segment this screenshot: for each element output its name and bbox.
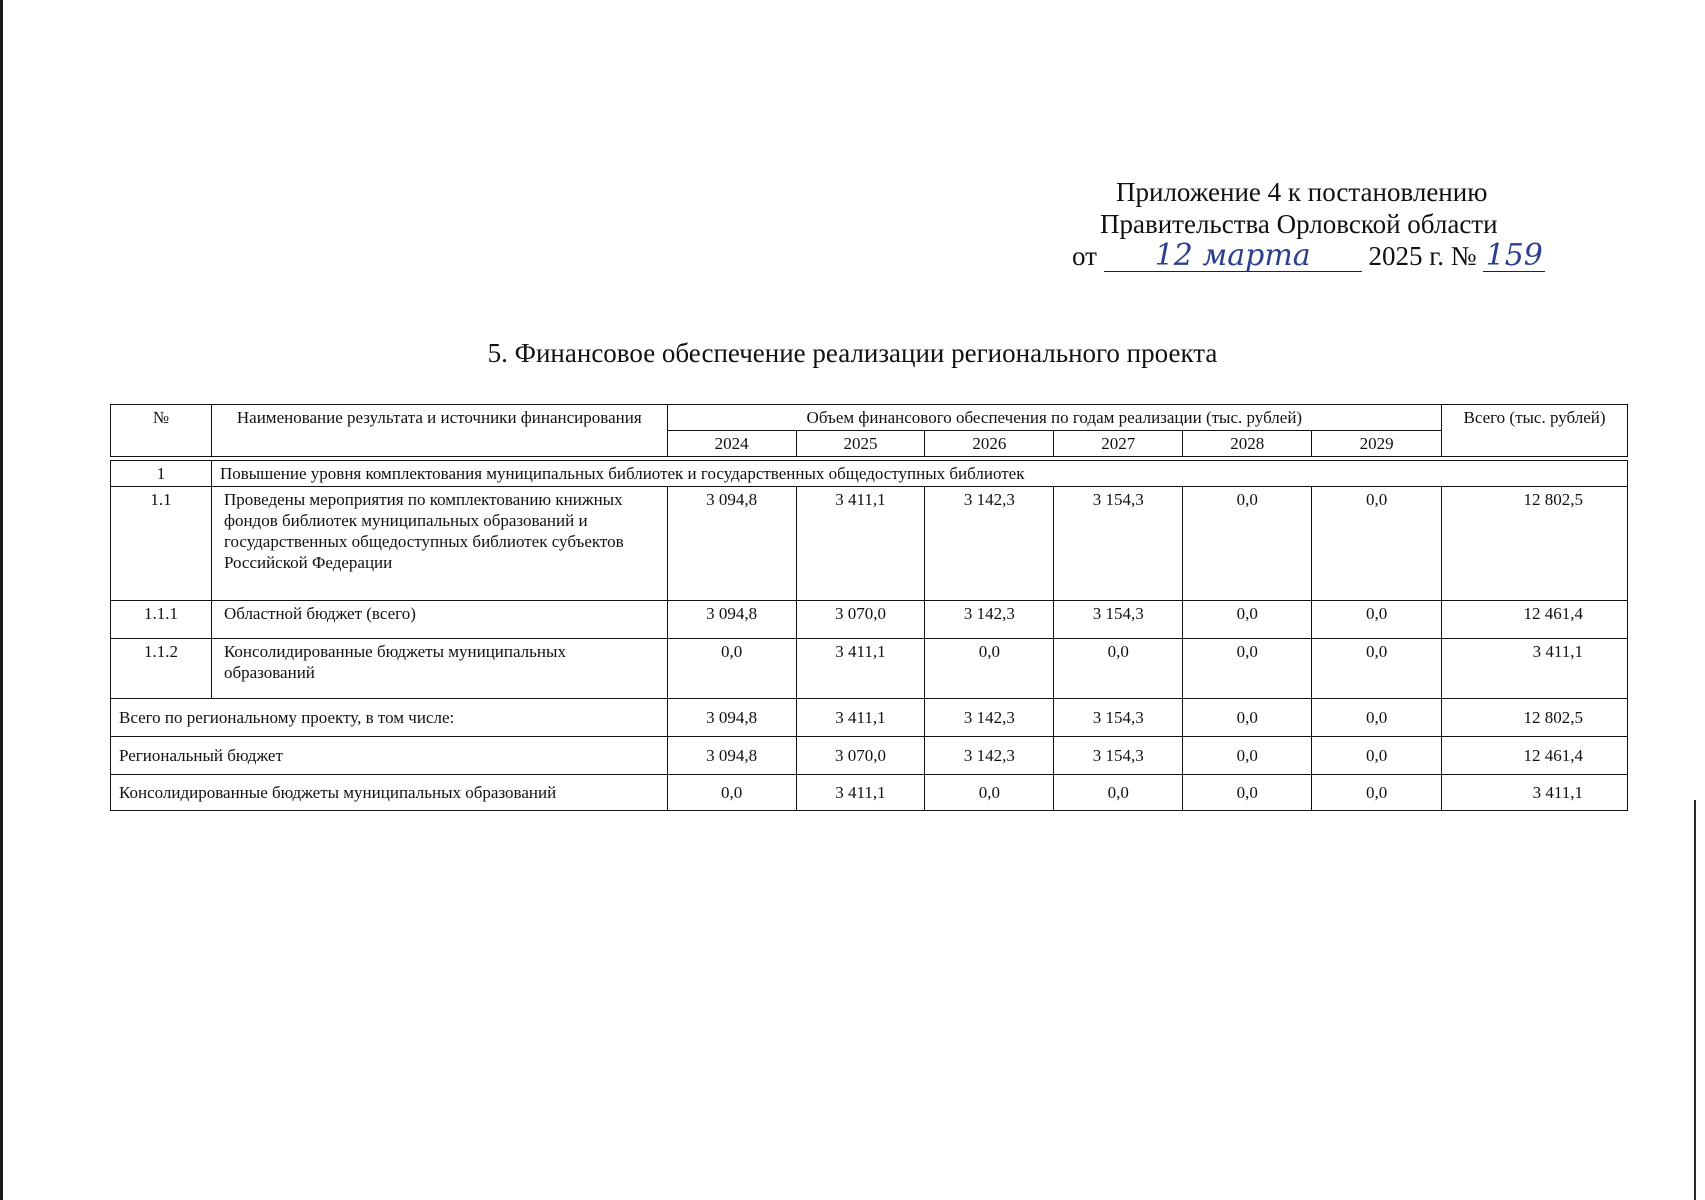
year-number-label: 2025 г. № — [1368, 241, 1477, 271]
header-volume: Объем финансового обеспечения по годам реализации (тыс. рублей) — [667, 405, 1441, 431]
row-value: 3 411,1 — [796, 487, 925, 601]
summary-value: 3 411,1 — [796, 699, 925, 737]
header-year: 2024 — [667, 431, 796, 457]
row-num: 1.1.1 — [111, 601, 212, 639]
header-year: 2026 — [925, 431, 1054, 457]
summary-value: 0,0 — [1183, 737, 1312, 775]
summary-name: Всего по региональному проекту, в том числе: — [111, 699, 668, 737]
row-name: Консолидированные бюджеты муниципальных образований — [211, 639, 667, 699]
summary-name: Консолидированные бюджеты муниципальных образований — [111, 775, 668, 811]
summary-value: 3 094,8 — [667, 737, 796, 775]
ot-label: от — [1072, 241, 1097, 271]
appendix-line-1: Приложение 4 к постановлению — [1116, 177, 1488, 207]
row-name: Проведены мероприятия по комплектованию книжных фондов библиотек муниципальных образований и государственных общедоступных библиотек субъектов Российской Федерации — [211, 487, 667, 601]
summary-value: 0,0 — [1183, 699, 1312, 737]
row-value: 0,0 — [925, 639, 1054, 699]
summary-total: 12 802,5 — [1442, 699, 1628, 737]
table-row — [111, 487, 1628, 601]
row-total: 3 411,1 — [1442, 639, 1628, 699]
row-value: 0,0 — [1183, 639, 1312, 699]
summary-value: 0,0 — [1312, 775, 1442, 811]
summary-value: 3 154,3 — [1054, 699, 1183, 737]
row-num: 1.1.2 — [111, 639, 212, 699]
summary-row — [111, 737, 1628, 775]
summary-value: 0,0 — [1312, 699, 1442, 737]
summary-value: 0,0 — [1183, 775, 1312, 811]
summary-value: 3 411,1 — [796, 775, 925, 811]
row-value: 3 094,8 — [667, 487, 796, 601]
header-year: 2027 — [1054, 431, 1183, 457]
document-title: 5. Финансовое обеспечение реализации регионального проекта — [487, 338, 1218, 368]
summary-total: 12 461,4 — [1442, 737, 1628, 775]
summary-row — [111, 775, 1628, 811]
row-value: 0,0 — [1183, 487, 1312, 601]
summary-value: 3 094,8 — [667, 699, 796, 737]
row-value: 3 142,3 — [925, 601, 1054, 639]
summary-value: 0,0 — [925, 775, 1054, 811]
row-name: Областной бюджет (всего) — [211, 601, 667, 639]
scan-edge-right — [1694, 800, 1696, 1200]
summary-value: 0,0 — [667, 775, 796, 811]
row-value: 3 154,3 — [1054, 601, 1183, 639]
summary-name: Региональный бюджет — [111, 737, 668, 775]
row-total: 12 461,4 — [1442, 601, 1628, 639]
summary-value: 3 154,3 — [1054, 737, 1183, 775]
table-row — [111, 601, 1628, 639]
appendix-line-3 — [1060, 240, 1580, 272]
header-name: Наименование результата и источники финансирования — [211, 405, 667, 457]
summary-value: 3 142,3 — [925, 737, 1054, 775]
row-value: 0,0 — [1312, 639, 1442, 699]
appendix-header — [1060, 176, 1580, 272]
row-value: 3 411,1 — [796, 639, 925, 699]
header-year: 2028 — [1183, 431, 1312, 457]
summary-value: 3 070,0 — [796, 737, 925, 775]
financing-table — [110, 404, 1628, 811]
row-value: 0,0 — [1312, 487, 1442, 601]
row-total: 12 802,5 — [1442, 487, 1628, 601]
handwritten-date: 12 марта — [1104, 241, 1362, 272]
row-value: 3 094,8 — [667, 601, 796, 639]
scan-edge-left — [0, 0, 3, 1200]
row-value: 0,0 — [1054, 639, 1183, 699]
row-value: 3 154,3 — [1054, 487, 1183, 601]
summary-value: 0,0 — [1312, 737, 1442, 775]
summary-row — [111, 699, 1628, 737]
header-total: Всего (тыс. рублей) — [1442, 405, 1628, 457]
summary-total: 3 411,1 — [1442, 775, 1628, 811]
header-num: № — [111, 405, 212, 457]
summary-value: 3 142,3 — [925, 699, 1054, 737]
section-name: Повышение уровня комплектования муниципальных библиотек и государственных общедоступных библиотек — [211, 461, 1627, 487]
row-value: 3 142,3 — [925, 487, 1054, 601]
section-num: 1 — [111, 461, 212, 487]
header-year: 2025 — [796, 431, 925, 457]
header-year: 2029 — [1312, 431, 1442, 457]
row-value: 0,0 — [667, 639, 796, 699]
table-row — [111, 639, 1628, 699]
summary-value: 0,0 — [1054, 775, 1183, 811]
row-value: 0,0 — [1312, 601, 1442, 639]
appendix-line-2: Правительства Орловской области — [1100, 209, 1498, 239]
row-value: 0,0 — [1183, 601, 1312, 639]
row-value: 3 070,0 — [796, 601, 925, 639]
row-num: 1.1 — [111, 487, 212, 601]
table-header-row-1 — [111, 405, 1628, 431]
section-row — [111, 461, 1628, 487]
handwritten-number: 159 — [1483, 241, 1545, 272]
